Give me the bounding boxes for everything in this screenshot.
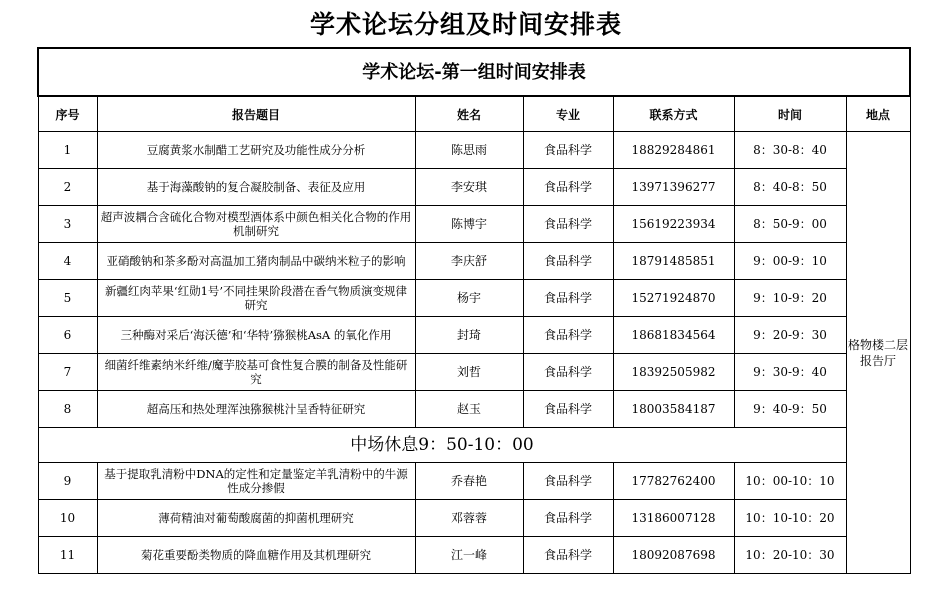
report-title: 菊花重要酚类物质的降血糖作用及其机理研究: [97, 537, 415, 574]
table-row: [38, 169, 910, 206]
time-slot: 9：20-9：30: [734, 317, 846, 354]
contact-phone: 18829284861: [613, 132, 734, 169]
report-title: 基于提取乳清粉中DNA的定性和定量鉴定羊乳清粉中的牛源性成分掺假: [97, 463, 415, 500]
major: 食品科学: [523, 354, 613, 391]
row-number: 6: [38, 317, 97, 354]
major: 食品科学: [523, 317, 613, 354]
major: 食品科学: [523, 169, 613, 206]
table-sub-title: 学术论坛-第一组时间安排表: [38, 48, 910, 96]
time-slot: 8：40-8：50: [734, 169, 846, 206]
contact-phone: 18681834564: [613, 317, 734, 354]
table-row: [38, 354, 910, 391]
row-number: 3: [38, 206, 97, 243]
time-slot: 9：10-9：20: [734, 280, 846, 317]
header-row: [38, 96, 910, 132]
row-number: 11: [38, 537, 97, 574]
presenter-name: 邓蓉蓉: [415, 500, 523, 537]
break-row: [38, 428, 910, 463]
report-title: 薄荷精油对葡萄酸腐菌的抑菌机理研究: [97, 500, 415, 537]
contact-phone: 13186007128: [613, 500, 734, 537]
contact-phone: 18092087698: [613, 537, 734, 574]
contact-phone: 18791485851: [613, 243, 734, 280]
sub-title-row: [38, 48, 910, 96]
contact-phone: 17782762400: [613, 463, 734, 500]
presenter-name: 陈博宇: [415, 206, 523, 243]
contact-phone: 18392505982: [613, 354, 734, 391]
major: 食品科学: [523, 206, 613, 243]
report-title: 基于海藻酸钠的复合凝胶制备、表征及应用: [97, 169, 415, 206]
presenter-name: 封琦: [415, 317, 523, 354]
major: 食品科学: [523, 391, 613, 428]
presenter-name: 陈思雨: [415, 132, 523, 169]
header-contact: 联系方式: [613, 96, 734, 132]
time-slot: 9：40-9：50: [734, 391, 846, 428]
row-number: 8: [38, 391, 97, 428]
presenter-name: 刘哲: [415, 354, 523, 391]
presenter-name: 杨宇: [415, 280, 523, 317]
table-row: [38, 500, 910, 537]
schedule-table: [37, 47, 911, 574]
time-slot: 10：10-10：20: [734, 500, 846, 537]
table-row: [38, 391, 910, 428]
row-number: 7: [38, 354, 97, 391]
report-title: 豆腐黄浆水制醋工艺研究及功能性成分分析: [97, 132, 415, 169]
table-row: [38, 317, 910, 354]
presenter-name: 江一峰: [415, 537, 523, 574]
table-row: [38, 206, 910, 243]
presenter-name: 赵玉: [415, 391, 523, 428]
time-slot: 9：00-9：10: [734, 243, 846, 280]
time-slot: 10：20-10：30: [734, 537, 846, 574]
row-number: 10: [38, 500, 97, 537]
major: 食品科学: [523, 463, 613, 500]
table-row: [38, 463, 910, 500]
presenter-name: 李安琪: [415, 169, 523, 206]
major: 食品科学: [523, 537, 613, 574]
header-report-title: 报告题目: [97, 96, 415, 132]
contact-phone: 13971396277: [613, 169, 734, 206]
table-row: [38, 243, 910, 280]
table-row: [38, 132, 910, 169]
major: 食品科学: [523, 500, 613, 537]
report-title: 超高压和热处理浑浊猕猴桃汁呈香特征研究: [97, 391, 415, 428]
header-time: 时间: [734, 96, 846, 132]
header-venue: 地点: [846, 96, 910, 132]
major: 食品科学: [523, 280, 613, 317]
report-title: 新疆红肉苹果‘红勋1号’不同挂果阶段潜在香气物质演变规律研究: [97, 280, 415, 317]
time-slot: 8：30-8：40: [734, 132, 846, 169]
report-title: 亚硝酸钠和茶多酚对高温加工猪肉制品中碳纳米粒子的影响: [97, 243, 415, 280]
time-slot: 10：00-10：10: [734, 463, 846, 500]
row-number: 2: [38, 169, 97, 206]
header-seq: 序号: [38, 96, 97, 132]
contact-phone: 15271924870: [613, 280, 734, 317]
time-slot: 9：30-9：40: [734, 354, 846, 391]
row-number: 5: [38, 280, 97, 317]
contact-phone: 15619223934: [613, 206, 734, 243]
report-title: 超声波耦合含硫化合物对模型酒体系中颜色相关化合物的作用机制研究: [97, 206, 415, 243]
major: 食品科学: [523, 243, 613, 280]
table-row: [38, 280, 910, 317]
report-title: 三种酶对采后‘海沃德’和‘华特’猕猴桃AsA 的氧化作用: [97, 317, 415, 354]
report-title: 细菌纤维素纳米纤维/魔芋胶基可食性复合膜的制备及性能研究: [97, 354, 415, 391]
row-number: 1: [38, 132, 97, 169]
row-number: 9: [38, 463, 97, 500]
header-major: 专业: [523, 96, 613, 132]
presenter-name: 李庆舒: [415, 243, 523, 280]
venue-cell: 格物楼二层报告厅: [846, 132, 910, 574]
row-number: 4: [38, 243, 97, 280]
major: 食品科学: [523, 132, 613, 169]
time-slot: 8：50-9：00: [734, 206, 846, 243]
presenter-name: 乔春艳: [415, 463, 523, 500]
contact-phone: 18003584187: [613, 391, 734, 428]
document-title: 学术论坛分组及时间安排表: [309, 10, 622, 39]
header-name: 姓名: [415, 96, 523, 132]
table-row: [38, 537, 910, 574]
break-label: 中场休息9：50-10：00: [38, 428, 846, 463]
